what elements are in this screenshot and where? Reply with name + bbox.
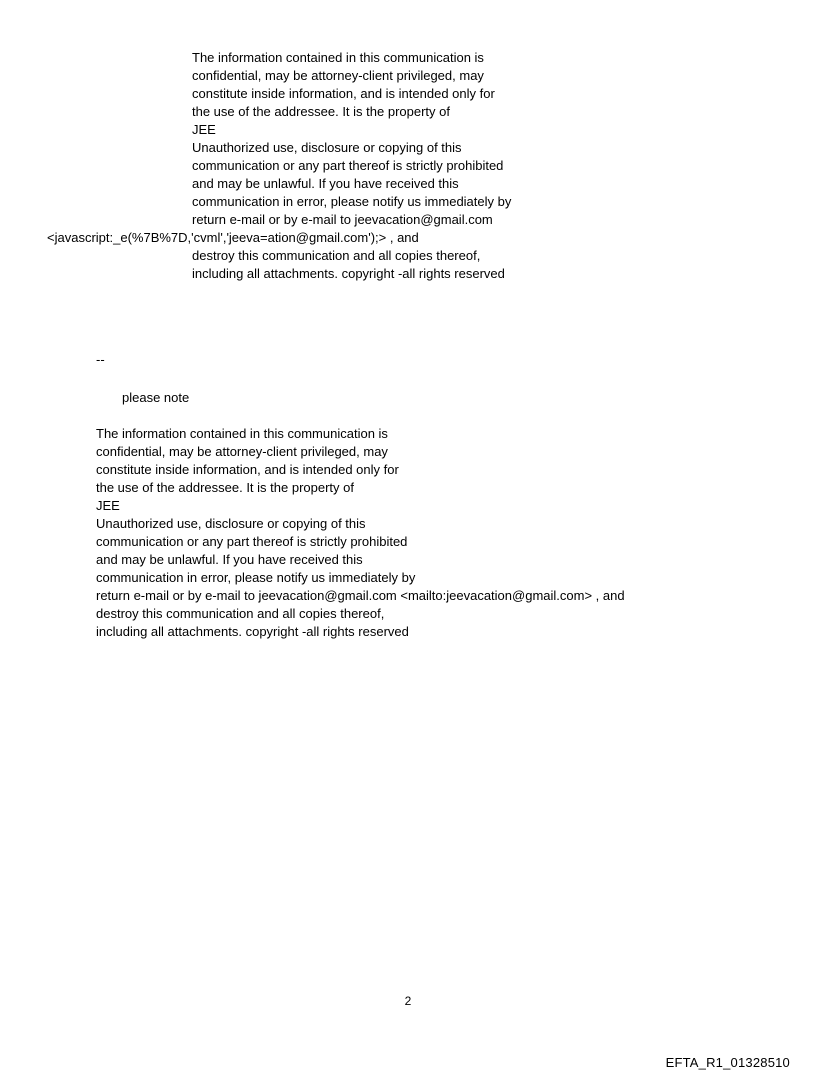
disclaimer-1-line-3: constitute inside information, and is intended only for xyxy=(192,86,495,101)
disclaimer-2-line-7: communication or any part thereof is strictly prohibited xyxy=(96,534,408,549)
disclaimer-2-line-3: constitute inside information, and is intended only for xyxy=(96,462,399,477)
disclaimer-2-line-5: JEE xyxy=(96,498,120,513)
disclaimer-2-line-11: destroy this communication and all copies thereof, xyxy=(96,606,385,621)
disclaimer-1-line-7: communication or any part thereof is strictly prohibited xyxy=(192,158,504,173)
disclaimer-1-line-13: including all attachments. copyright -all rights reserved xyxy=(192,266,505,281)
disclaimer-2-line-6: Unauthorized use, disclosure or copying of this xyxy=(96,516,366,531)
disclaimer-2-line-12: including all attachments. copyright -all rights reserved xyxy=(96,624,409,639)
disclaimer-1-line-4: the use of the addressee. It is the property of xyxy=(192,104,450,119)
disclaimer-1-line-9: communication in error, please notify us immediately by xyxy=(192,194,512,209)
please-note-heading: please note xyxy=(122,390,190,405)
document-id: EFTA_R1_01328510 xyxy=(665,1055,790,1070)
disclaimer-2-line-10: return e-mail or by e-mail to jeevacation@gmail.com <mailto:jeevacation@gmail.com> , and xyxy=(96,588,625,603)
disclaimer-1-line-2: confidential, may be attorney-client privileged, may xyxy=(192,68,484,83)
disclaimer-1-line-1: The information contained in this communication is xyxy=(192,50,484,65)
disclaimer-2-line-8: and may be unlawful. If you have received this xyxy=(96,552,363,567)
disclaimer-2-line-2: confidential, may be attorney-client privileged, may xyxy=(96,444,388,459)
disclaimer-2-line-4: the use of the addressee. It is the property of xyxy=(96,480,354,495)
disclaimer-1-line-6: Unauthorized use, disclosure or copying of this xyxy=(192,140,462,155)
disclaimer-2-line-1: The information contained in this communication is xyxy=(96,426,388,441)
disclaimer-1-javascript-line: <javascript:_e(%7B%7D,'cvml','jeeva=ation@gmail.com');> , and xyxy=(47,230,419,245)
disclaimer-1-line-8: and may be unlawful. If you have received this xyxy=(192,176,459,191)
disclaimer-1-line-5: JEE xyxy=(192,122,216,137)
page-number: 2 xyxy=(404,994,412,1008)
disclaimer-2-line-9: communication in error, please notify us immediately by xyxy=(96,570,416,585)
disclaimer-1-line-10: return e-mail or by e-mail to jeevacation@gmail.com xyxy=(192,212,493,227)
disclaimer-1-line-12: destroy this communication and all copies thereof, xyxy=(192,248,481,263)
signature-separator: -- xyxy=(96,352,105,367)
